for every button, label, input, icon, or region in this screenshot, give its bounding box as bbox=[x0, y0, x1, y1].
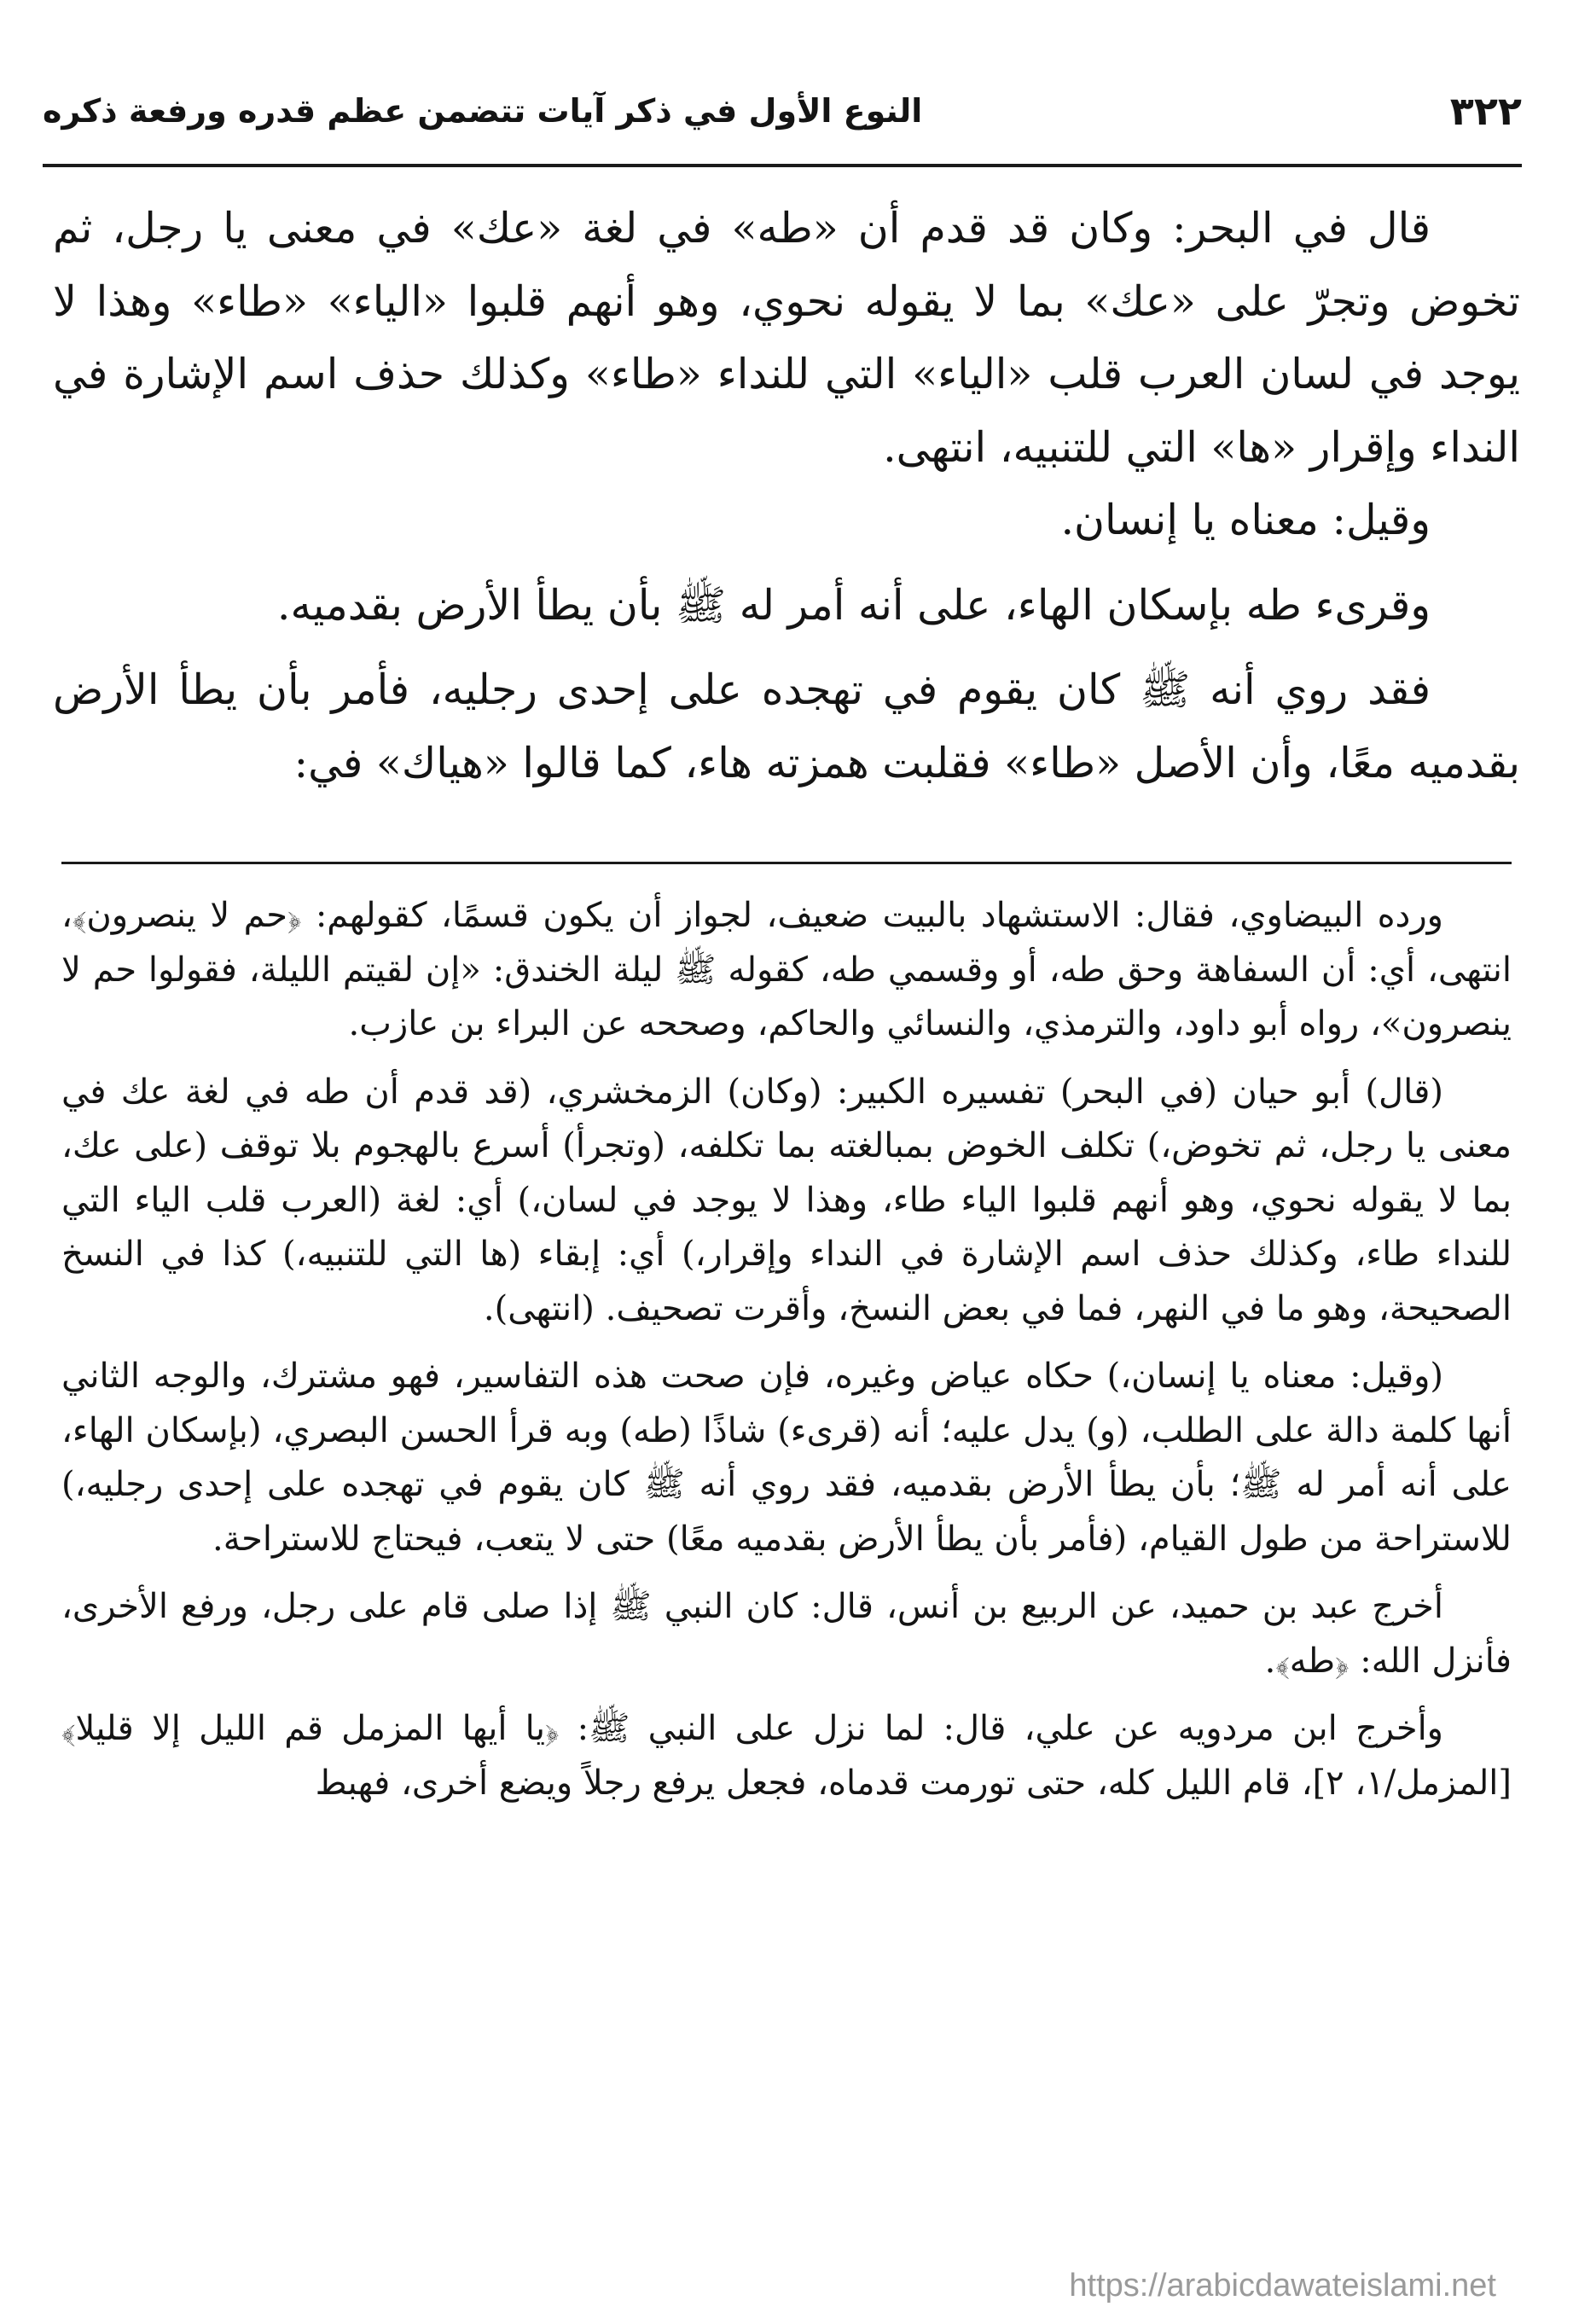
running-title: النوع الأول في ذكر آيات تتضمن عظم قدره ورفعة ذكره bbox=[43, 92, 923, 130]
footnotes bbox=[61, 889, 1512, 1824]
page-number: ٣٢٢ bbox=[1449, 88, 1522, 134]
footnote-paragraph: (وقيل: معناه يا إنسان،) حكاه عياض وغيره، فإن صحت هذه التفاسير، فهو مشترك، والوجه الثاني أنها كلمة دالة على الطلب، (و) يدل عليه؛ أنه (قرىء) شاذًا (طه) وبه قرأ الحسن البصري، (بإسكان الهاء، على أنه أمر له ﷺ؛ بأن يطأ الأرض بقدميه، فقد روي أنه ﷺ كان يقوم في تهجده على إحدى رجليه،) للاستراحة من طول القيام، (فأمر بأن يطأ الأرض بقدميه معًا) حتى لا يتعب، فيحتاج للاستراحة. bbox=[61, 1357, 1512, 1559]
footnote-separator bbox=[61, 862, 1512, 864]
footnote-paragraph: ورده البيضاوي، فقال: الاستشهاد بالبيت ضعيف، لجواز أن يكون قسمًا، كقولهم: ﴿حم لا ينصرون﴾، انتهى، أي: أن السفاهة وحق طه، أو وقسمي طه، كقوله ﷺ ليلة الخندق: «إن لقيتم الليلة، فقولوا حم لا ينصرون»، رواه أبو داود، والترمذي، والنسائي والحاكم، وصححه عن البراء بن عازب. bbox=[61, 896, 1512, 1043]
main-paragraph: قال في البحر: وكان قد قدم أن «طه» في لغة «عك» في معنى يا رجل، ثم تخوض وتجرّ على «عك» بما لا يقوله نحوي، وهو أنهم قلبوا «الياء» «طاء» وهذا لا يوجد في لسان العرب قلب «الياء» التي للنداء «طاء» وكذلك حذف اسم الإشارة في النداء وإقرار «ها» التي للتنبيه، انتهى. bbox=[53, 204, 1520, 472]
watermark-url: https://arabicdawateislami.net bbox=[1069, 2268, 1496, 2304]
page-header bbox=[43, 81, 1522, 141]
main-paragraph: فقد روي أنه ﷺ كان يقوم في تهجده على إحدى رجليه، فأمر بأن يطأ الأرض بقدميه معًا، وأن الأصل «طاء» فقلبت همزته هاء، كما قالوا «هياك» في: bbox=[53, 665, 1520, 787]
main-text bbox=[53, 192, 1520, 799]
main-paragraph: وقرىء طه بإسكان الهاء، على أنه أمر له ﷺ بأن يطأ الأرض بقدميه. bbox=[276, 580, 1431, 630]
footnote-paragraph: وأخرج ابن مردويه عن علي، قال: لما نزل على النبي ﷺ: ﴿يا أيها المزمل قم الليل إلا قليلا﴾ [المزمل/١، ٢]، قام الليل كله، حتى تورمت قدماه، فجعل يرفع رجلاً ويضع أخرى، فهبط bbox=[61, 1709, 1512, 1803]
footnote-paragraph: (قال) أبو حيان (في البحر) تفسيره الكبير: (وكان) الزمخشري، (قد قدم أن طه في لغة عك في معنى يا رجل، ثم تخوض،) تكلف الخوض بمبالغته بما تكلفه، (وتجرأ) أسرع بالهجوم بلا توقف (على عك، بما لا يقوله نحوي، وهو أنهم قلبوا الياء طاء، وهذا لا يوجد في لسان،) أي: لغة (العرب قلب الياء التي للنداء طاء، وكذلك حذف اسم الإشارة في النداء وإقرار،) أي: إبقاء (ها التي للتنبيه،) كذا في النسخ الصحيحة، وهو ما في النهر، فما في بعض النسخ، وأقرت تصحيف. (انتهى). bbox=[61, 1072, 1512, 1328]
main-paragraph: وقيل: معناه يا إنسان. bbox=[1060, 496, 1431, 544]
header-rule bbox=[43, 164, 1522, 167]
footnote-paragraph: أخرج عبد بن حميد، عن الربيع بن أنس، قال: كان النبي ﷺ إذا صلى قام على رجل، ورفع الأخرى، فأنزل الله: ﴿طه﴾. bbox=[61, 1587, 1512, 1681]
